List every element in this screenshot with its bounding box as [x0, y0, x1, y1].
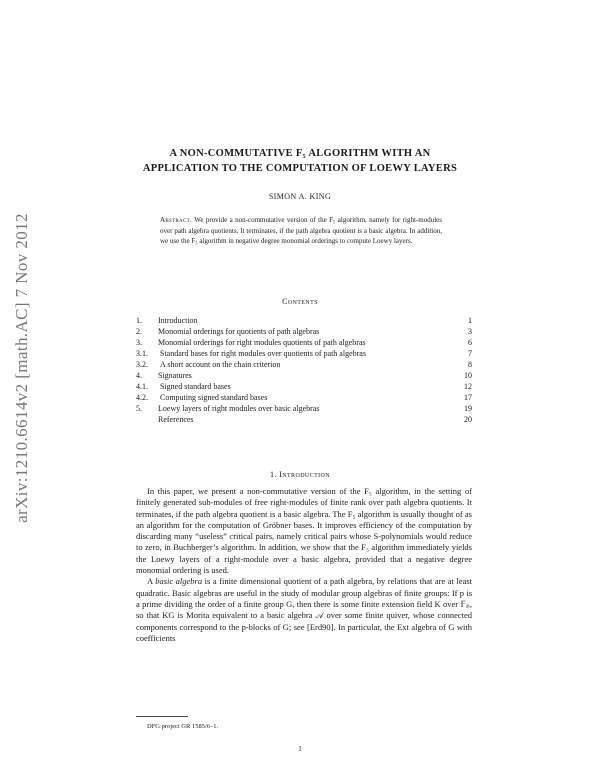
- toc-entry-page: 6: [468, 338, 472, 347]
- toc-entry[interactable]: [136, 392, 472, 403]
- arxiv-identifier: arXiv:1210.6614v2 [math.AC] 7 Nov 2012: [12, 213, 31, 523]
- toc-entry-page: 8: [468, 360, 472, 369]
- author-name: SIMON A. KING: [268, 192, 332, 201]
- abstract-label: Abstract.: [160, 216, 193, 224]
- paragraph-1: In this paper, we present a non-commutative version of the F₅ algorithm, in the setting of finitely generated sub-modules of free right-modules of finite rank over path algebra quotients. It terminates, if the path algebra quotient is a basic algebra. The F₅ algorithm is usually thought of as an algorithm for the computation of Gröbner bases. It improves efficiency of the computation by discarding many “useless” critical pairs, namely critical pairs whose S-polynomials would reduce to zero, in Buchberger’s algorithm. In addition, we show that the F₅ algorithm immediately yields the Loewy layers of a right-module over a basic algebra, provided that a negative degree monomial ordering is used.: [136, 486, 472, 576]
- paragraph-2-rest: is a finite dimensional quotient of a path algebra, by relations that are at least quadratic. Basic algebras are useful in the study of modular group algebras of finite groups: If p is a prime dividing the order of a finite group G, then there is some finite extension field K over 𝔽ₚ, so that KG is Morita equivalent to a basic algebra 𝒜 over some finite quiver, whose connected components correspond to the p-blocks of G; see [Erd90]. In particular, the Ext algebra of G with coefficients: [136, 576, 473, 643]
- toc-entry[interactable]: [136, 370, 472, 381]
- toc-entry-page: 7: [468, 349, 472, 358]
- toc-entry-title: Loewy layers of right modules over basic algebras: [158, 404, 320, 413]
- toc-entry-page: 17: [464, 393, 472, 402]
- toc-entry[interactable]: [136, 381, 472, 392]
- toc-entry-page: 19: [464, 404, 472, 413]
- footnote-rule: [136, 716, 188, 717]
- toc-entry-page: 3: [468, 327, 472, 336]
- toc-entry-title: Signed standard bases: [160, 382, 231, 391]
- toc-entry-page: 20: [464, 415, 472, 424]
- toc-entry-title: Monomial orderings for right modules quotients of path algebras: [158, 338, 366, 347]
- toc-entry-page: 10: [464, 371, 472, 380]
- title-line-2: APPLICATION TO THE COMPUTATION OF LOEWY LAYERS: [142, 163, 458, 174]
- title-line-1: A NON-COMMUTATIVE F₅ ALGORITHM WITH AN: [169, 148, 431, 159]
- toc-entry-title: Introduction: [158, 316, 198, 325]
- body-text: [136, 486, 472, 644]
- toc-entry-number: 4.1.: [136, 382, 148, 391]
- toc-entry-number: 3.2.: [136, 360, 148, 369]
- toc-entry-title: Monomial orderings for quotients of path algebras: [158, 327, 320, 336]
- paragraph-2: [136, 576, 472, 644]
- toc-entry-title: Signatures: [158, 371, 192, 380]
- toc-entry[interactable]: [136, 403, 472, 414]
- toc-entry-number: 3.: [136, 338, 142, 347]
- toc-entry-number: 3.1.: [136, 349, 148, 358]
- footnote: DFG project GR 1585/6–1.: [147, 723, 219, 730]
- section-heading-introduction: 1. Introduction: [270, 470, 330, 479]
- toc-entry-number: [136, 414, 158, 425]
- toc-entry-number: 4.: [136, 371, 142, 380]
- toc-entry-number: 1.: [136, 316, 142, 325]
- toc-entry-number: 2.: [136, 327, 142, 336]
- abstract-text: We provide a non-commutative version of the F₅ algorithm, namely for right-modules over path algebra quotients. It terminates, if the path algebra quotient is a basic algebra. In addition, we use the F₅ algorithm in negative degree monomial orderings to compute Loewy layers.: [160, 216, 442, 245]
- toc-entry-page: 12: [464, 382, 472, 391]
- toc-entry-title: References: [158, 415, 194, 424]
- table-of-contents: [136, 315, 472, 425]
- toc-entry-number: 5.: [136, 404, 142, 413]
- toc-entry-page: 1: [468, 316, 472, 325]
- basic-algebra-term: basic algebra: [155, 576, 203, 587]
- toc-entry-number: 4.2.: [136, 393, 148, 402]
- toc-entry[interactable]: [136, 359, 472, 370]
- abstract: [160, 215, 442, 247]
- paragraph-2-prefix: A: [147, 576, 156, 587]
- contents-heading: Contents: [282, 297, 318, 306]
- toc-entry[interactable]: [136, 326, 472, 337]
- toc-entry[interactable]: [136, 414, 472, 425]
- toc-entry-title: Standard bases for right modules over quotients of path algebras: [160, 349, 366, 358]
- paper-title: [110, 146, 490, 176]
- toc-entry[interactable]: [136, 315, 472, 326]
- toc-entry-title: Computing signed standard bases: [160, 393, 268, 402]
- toc-entry[interactable]: [136, 337, 472, 348]
- page-number: 1: [298, 745, 302, 753]
- arxiv-stamp: [0, 0, 40, 776]
- toc-entry[interactable]: [136, 348, 472, 359]
- toc-entry-title: A short account on the chain criterion: [160, 360, 281, 369]
